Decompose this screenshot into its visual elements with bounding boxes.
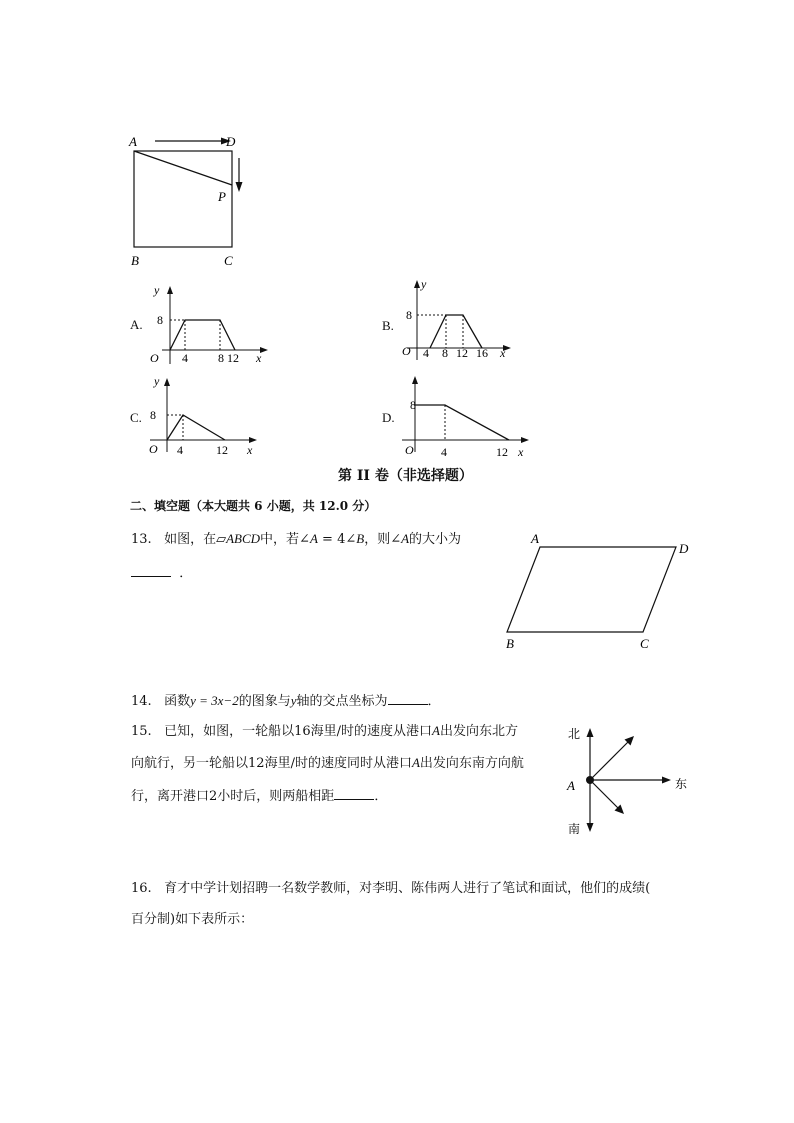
svg-text:O: O xyxy=(402,344,411,358)
q14-text: 14. 函数y = 3x−2的图象与y轴的交点坐标为 ． xyxy=(131,690,441,712)
svg-text:12: 12 xyxy=(227,351,239,365)
q15-line3: 行，离开港口2小时后，则两船相距 ． xyxy=(131,785,387,807)
option-b-curve xyxy=(430,315,482,348)
svg-text:x: x xyxy=(256,351,262,365)
q13-text: 13. 如图，在▱ABCD中，若∠A = 4∠B，则∠A的大小为 xyxy=(131,531,462,547)
option-c-letter: C. xyxy=(130,410,142,425)
port-a-point xyxy=(586,776,594,784)
svg-text:8: 8 xyxy=(218,351,224,365)
square-figure xyxy=(125,128,265,270)
option-a-curve xyxy=(170,320,235,350)
svg-text:y: y xyxy=(421,277,427,291)
svg-text:8: 8 xyxy=(406,308,412,322)
option-c-curve xyxy=(167,415,225,440)
svg-text:x: x xyxy=(500,346,506,360)
q13-number: 13. xyxy=(131,532,152,547)
svg-text:南: 南 xyxy=(568,822,581,836)
svg-text:4: 4 xyxy=(177,443,183,457)
q15-line2: 向航行，另一轮船以12海里/时的速度同时从港口A出发向东南方向航 xyxy=(131,755,524,771)
svg-text:8: 8 xyxy=(442,346,448,360)
svg-text:O: O xyxy=(149,442,158,456)
svg-text:C: C xyxy=(640,636,649,651)
q15-blank[interactable] xyxy=(334,785,374,800)
svg-text:4: 4 xyxy=(441,445,447,459)
option-c-graph xyxy=(145,372,265,462)
svg-text:16: 16 xyxy=(476,346,488,360)
option-d-letter: D. xyxy=(382,410,395,425)
section-heading: 二、填空题（本大题共 6 小题，共 12.0 分） xyxy=(130,499,377,513)
svg-text:12: 12 xyxy=(216,443,228,457)
label-d: D xyxy=(226,134,236,149)
q13-answer-line: ． xyxy=(131,562,192,584)
svg-text:12: 12 xyxy=(456,346,468,360)
q15-number: 15. xyxy=(131,724,152,739)
svg-text:O: O xyxy=(150,351,159,365)
svg-text:4: 4 xyxy=(423,346,429,360)
svg-text:x: x xyxy=(518,445,524,459)
svg-text:4: 4 xyxy=(182,351,188,365)
volume-title: 第 II 卷（非选择题） xyxy=(338,468,473,484)
label-a: A xyxy=(129,134,137,149)
q16-line1: 16. 育才中学计划招聘一名数学教师，对李明、陈伟两人进行了笔试和面试，他们的成绩( xyxy=(131,881,651,896)
svg-text:y: y xyxy=(154,374,160,388)
option-b-graph xyxy=(397,274,515,362)
q16-number: 16. xyxy=(131,881,152,896)
southeast-route xyxy=(590,780,619,809)
svg-text:D: D xyxy=(679,541,689,556)
q13-blank[interactable] xyxy=(131,562,171,577)
svg-text:北: 北 xyxy=(568,727,581,741)
compass-figure xyxy=(560,720,695,838)
option-a-letter: A. xyxy=(130,317,143,332)
northeast-route xyxy=(590,741,629,780)
label-c: C xyxy=(224,253,233,268)
label-b: B xyxy=(131,253,139,268)
option-d-curve xyxy=(415,405,509,440)
svg-text:x: x xyxy=(247,443,253,457)
parallelogram-figure xyxy=(500,530,700,655)
svg-text:东: 东 xyxy=(675,777,688,791)
q14-blank[interactable] xyxy=(388,690,428,705)
svg-text:8: 8 xyxy=(157,313,163,327)
svg-text:A: A xyxy=(531,531,539,546)
svg-text:O: O xyxy=(405,443,414,457)
svg-text:A: A xyxy=(567,778,575,793)
option-a-graph xyxy=(145,282,270,367)
svg-text:y: y xyxy=(154,283,160,297)
q14-number: 14. xyxy=(131,694,152,709)
q15-line1: 15. 已知，如图，一轮船以16海里/时的速度从港口A出发向东北方 xyxy=(131,723,519,739)
option-b-letter: B. xyxy=(382,318,394,333)
segment-ap xyxy=(134,151,232,185)
option-d-graph xyxy=(397,372,537,462)
label-p: P xyxy=(218,189,226,204)
q16-line2: 百分制)如下表所示： xyxy=(131,912,254,927)
parallelogram xyxy=(507,547,676,632)
svg-text:8: 8 xyxy=(150,408,156,422)
svg-text:B: B xyxy=(506,636,514,651)
svg-text:12: 12 xyxy=(496,445,508,459)
svg-text:8: 8 xyxy=(410,398,416,412)
